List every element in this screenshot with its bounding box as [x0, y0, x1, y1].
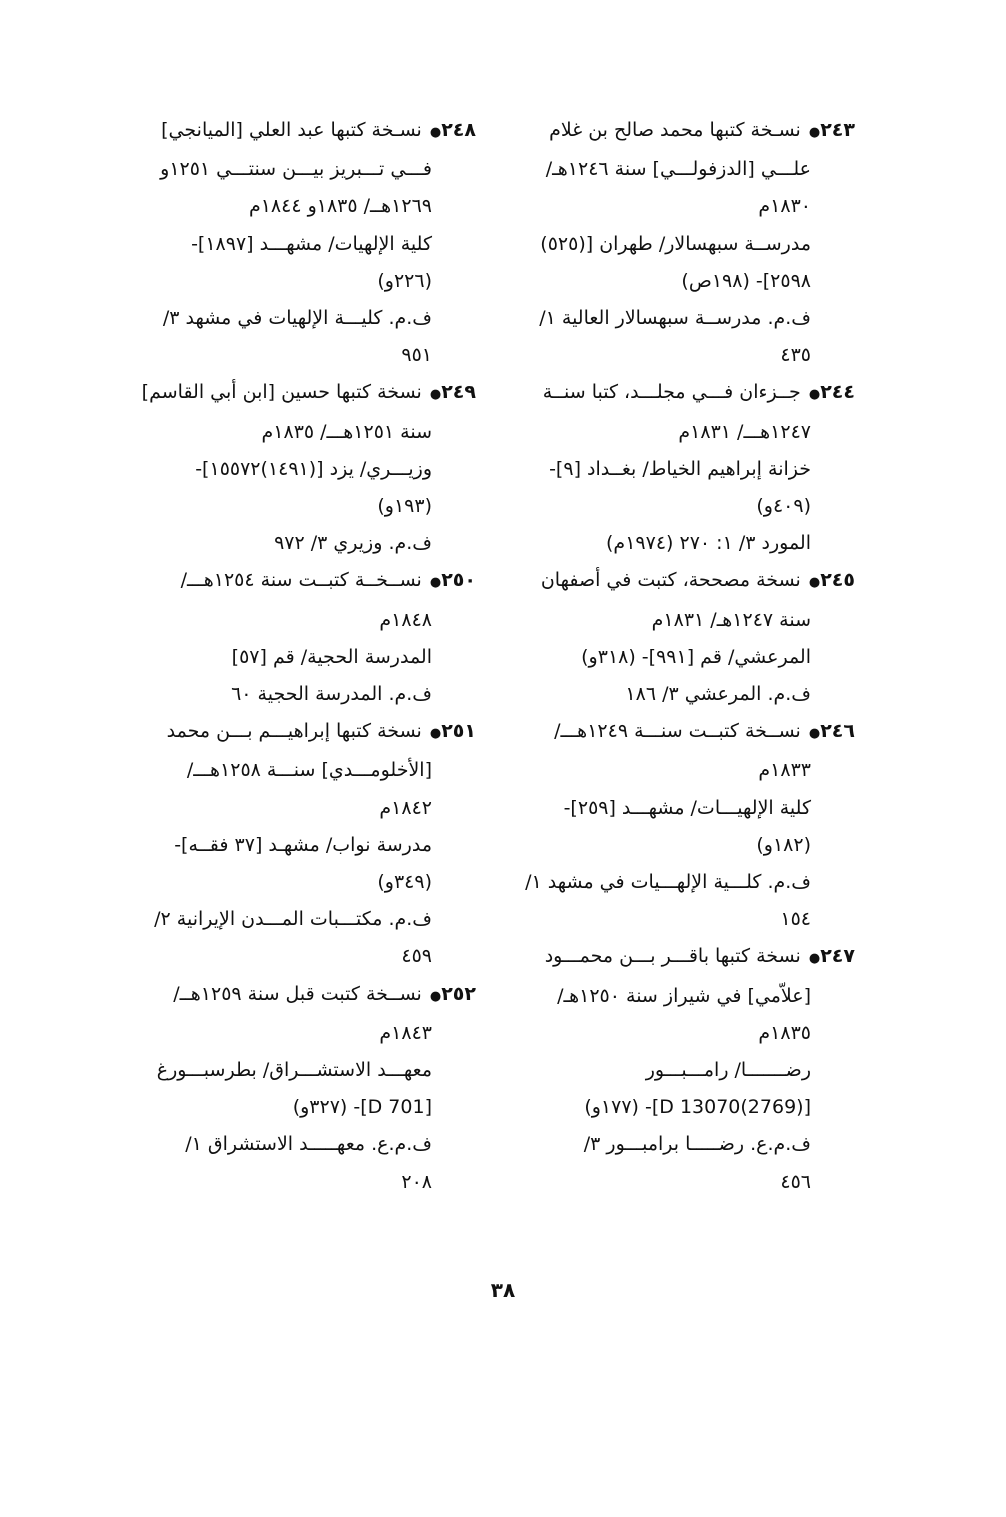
entry-first-line — [512, 562, 855, 601]
entry-line: ف.م.ع. رضـــــا برامبـــور ٣/ — [583, 1133, 811, 1156]
catalog-entry — [512, 713, 855, 938]
bullet-icon: ● — [429, 575, 442, 591]
entry-line: سنة ١٢٥١هـــ/ ١٨٣٥م — [261, 420, 432, 443]
entry-line: [الأخلومـــدي] سنـــة ١٢٥٨هـــ/ — [186, 759, 432, 782]
entry-number: ٢٤٤ — [820, 381, 855, 404]
entry-line: كلية الإلهيـــات/ مشهـــد [٢٥٩]- — [563, 796, 811, 819]
entry-first-line — [130, 713, 476, 752]
entry-number: ٢٤٧ — [820, 945, 855, 968]
entry-line: ف.م. المدرسة الحجية ٦٠ — [231, 683, 432, 706]
entry-first-line — [512, 938, 855, 977]
bullet-icon: ● — [808, 951, 821, 967]
entry-line: (١٨٢و) — [756, 833, 811, 856]
catalog-entry — [512, 938, 855, 1200]
entry-text: نسـخة كتبها محمد صالح بن غلام — [549, 119, 801, 141]
entry-first-line — [130, 374, 476, 413]
entry-number: ٢٤٩ — [441, 381, 476, 404]
entry-line: المدرسة الحجية/ قم [٥٧] — [231, 645, 432, 668]
entry-line: ١٨٤٢م — [379, 796, 432, 819]
catalog-entry — [512, 374, 855, 562]
entry-line: كلية الإلهيات/ مشهـــد [١٨٩٧]- — [191, 232, 432, 255]
entry-text: نسخة كتبها باقـــر بـــن محمـــود — [544, 945, 801, 968]
entry-line: ف.م.ع. معهـــــد الاستشراق ١/ — [185, 1133, 432, 1156]
entry-line: المورد ٣/ ١: ٢٧٠ (١٩٧٤م) — [606, 532, 811, 555]
entry-line: ١٨٣٠م — [758, 195, 811, 218]
entry-line: سنة ١٢٤٧هـ/ ١٨٣١م — [651, 608, 811, 631]
entry-line: ١٨٤٣م — [379, 1021, 432, 1044]
entry-number: ٢٤٥ — [820, 569, 855, 592]
bullet-icon: ● — [429, 988, 442, 1004]
entry-line: خزانة إبراهيم الخياط/ بغــداد [٩]- — [549, 457, 811, 480]
entry-number: ٢٤٣ — [820, 119, 855, 141]
entry-line: مدرســة سبهسالار/ طهران [(٥٢٥) — [540, 232, 811, 255]
entry-number: ٢٤٨ — [441, 119, 476, 141]
entry-line: ٤٣٥ — [780, 344, 811, 367]
entry-line: رضـــــــا/ رامـــبـــور — [645, 1059, 811, 1082]
entry-line: [D 13070(2769)]- (١٧٧و) — [584, 1096, 811, 1119]
entry-line: (٣٤٩و) — [377, 871, 432, 894]
entry-line: ١٨٣٣م — [758, 759, 811, 782]
entry-line: ٤٥٩ — [401, 945, 432, 968]
entry-line: ٢٥٩٨]- (١٩٨ص) — [681, 269, 811, 292]
bullet-icon: ● — [429, 125, 442, 140]
bullet-icon: ● — [808, 575, 821, 591]
entry-first-line — [130, 112, 476, 151]
entry-first-line — [512, 112, 855, 151]
catalog-entry — [512, 112, 855, 374]
entry-line: (١٩٣و) — [377, 495, 432, 518]
entry-line: ٢٠٨ — [401, 1170, 432, 1193]
entry-line: ف.م. كليـــة الإلهيات في مشهد ٣/ — [162, 307, 432, 330]
entry-number: ٢٥١ — [441, 720, 476, 743]
entry-line: ف.م. كلـــية الإلهـــيات في مشهد ١/ — [525, 871, 811, 894]
entry-text: نسخة كتبها إبراهيـــم بـــن محمد — [166, 720, 422, 743]
entry-line: (٢٢٦و) — [377, 269, 432, 292]
entry-line: [علاّمي] في شيراز سنة ١٢٥٠هـ/ — [557, 984, 811, 1007]
entry-first-line — [512, 374, 855, 413]
catalog-entry — [512, 562, 855, 713]
entry-line: ف.م. مكتـــبات المـــدن الإيرانية ٢/ — [154, 908, 432, 931]
entry-line: ١٨٤٨م — [379, 608, 432, 631]
right-column — [512, 112, 855, 1201]
left-column — [130, 112, 476, 1201]
entry-line: (٤٠٩و) — [756, 495, 811, 518]
entry-number: ٢٥٢ — [441, 982, 476, 1005]
catalog-entry — [130, 713, 476, 975]
entry-line: وزيـــري/ يزد [(١٤٩١)١٥٥٧٢]- — [195, 457, 432, 480]
page-number: ٣٨ — [490, 1278, 516, 1302]
entry-line: ١٢٤٧هـــ/ ١٨٣١م — [678, 420, 811, 443]
entry-line: ف.م. المرعشي ٣/ ١٨٦ — [625, 683, 811, 706]
catalog-entry — [130, 374, 476, 562]
entry-first-line — [512, 713, 855, 752]
bullet-icon: ● — [808, 387, 821, 403]
catalog-entry — [130, 976, 476, 1201]
catalog-entry — [130, 562, 476, 713]
entry-line: ١٥٤ — [780, 908, 811, 931]
entry-line: [D 701]- (٣٢٧و) — [292, 1096, 432, 1119]
entry-text: نســخــة كتبــت سنة ١٢٥٤هـــ/ — [180, 569, 422, 592]
entry-first-line — [130, 562, 476, 601]
entry-number: ٢٥٠ — [441, 569, 476, 592]
entry-line: ١٨٣٥م — [758, 1021, 811, 1044]
entry-first-line — [130, 976, 476, 1015]
entry-line: ١٢٦٩هــ/ ١٨٣٥و ١٨٤٤م — [248, 195, 432, 218]
entry-text: نســخة كتبــت سنـــة ١٢٤٩هـــ/ — [554, 720, 801, 743]
entry-text: جــزءان فـــي مجلـــد، كتبا سنــة — [542, 381, 801, 404]
bullet-icon: ● — [429, 387, 442, 403]
entry-line: علـــي [الدزفولـــي] سنة ١٢٤٦هـ/ — [545, 158, 811, 181]
entry-line: ف.م. مدرســة سبهسالار العالية ١/ — [539, 307, 811, 330]
entry-line: ف.م. وزيري ٣/ ٩٧٢ — [274, 532, 432, 555]
catalog-entry — [130, 112, 476, 374]
entry-text: نسـخة كتبها عبد العلي [الميانجي] — [161, 119, 422, 141]
bullet-icon: ● — [808, 726, 821, 742]
entry-line: مدرسة نواب/ مشهـد [٣٧ فقــه]- — [174, 833, 432, 856]
entry-line: معهـــد الاستشـــراق/ بطرسبـــورغ — [156, 1059, 432, 1082]
entry-text: نسخة مصححة، كتبت في أصفهان — [540, 569, 801, 592]
entry-line: ٩٥١ — [401, 344, 432, 367]
bullet-icon: ● — [808, 125, 821, 140]
bullet-icon: ● — [429, 726, 442, 742]
entry-line: المرعشي/ قم [٩٩١]- (٣١٨و) — [581, 645, 811, 668]
entry-text: نســخة كتبت قبل سنة ١٢٥٩هــ/ — [173, 982, 422, 1005]
entry-text: نسخة كتبها حسين [ابن أبي القاسم] — [141, 381, 422, 404]
entry-line: ٤٥٦ — [780, 1170, 811, 1193]
entry-line: فـــي تـــبريز بيـــن سنتـــي ١٢٥١و — [160, 158, 432, 181]
entry-number: ٢٤٦ — [820, 720, 855, 743]
